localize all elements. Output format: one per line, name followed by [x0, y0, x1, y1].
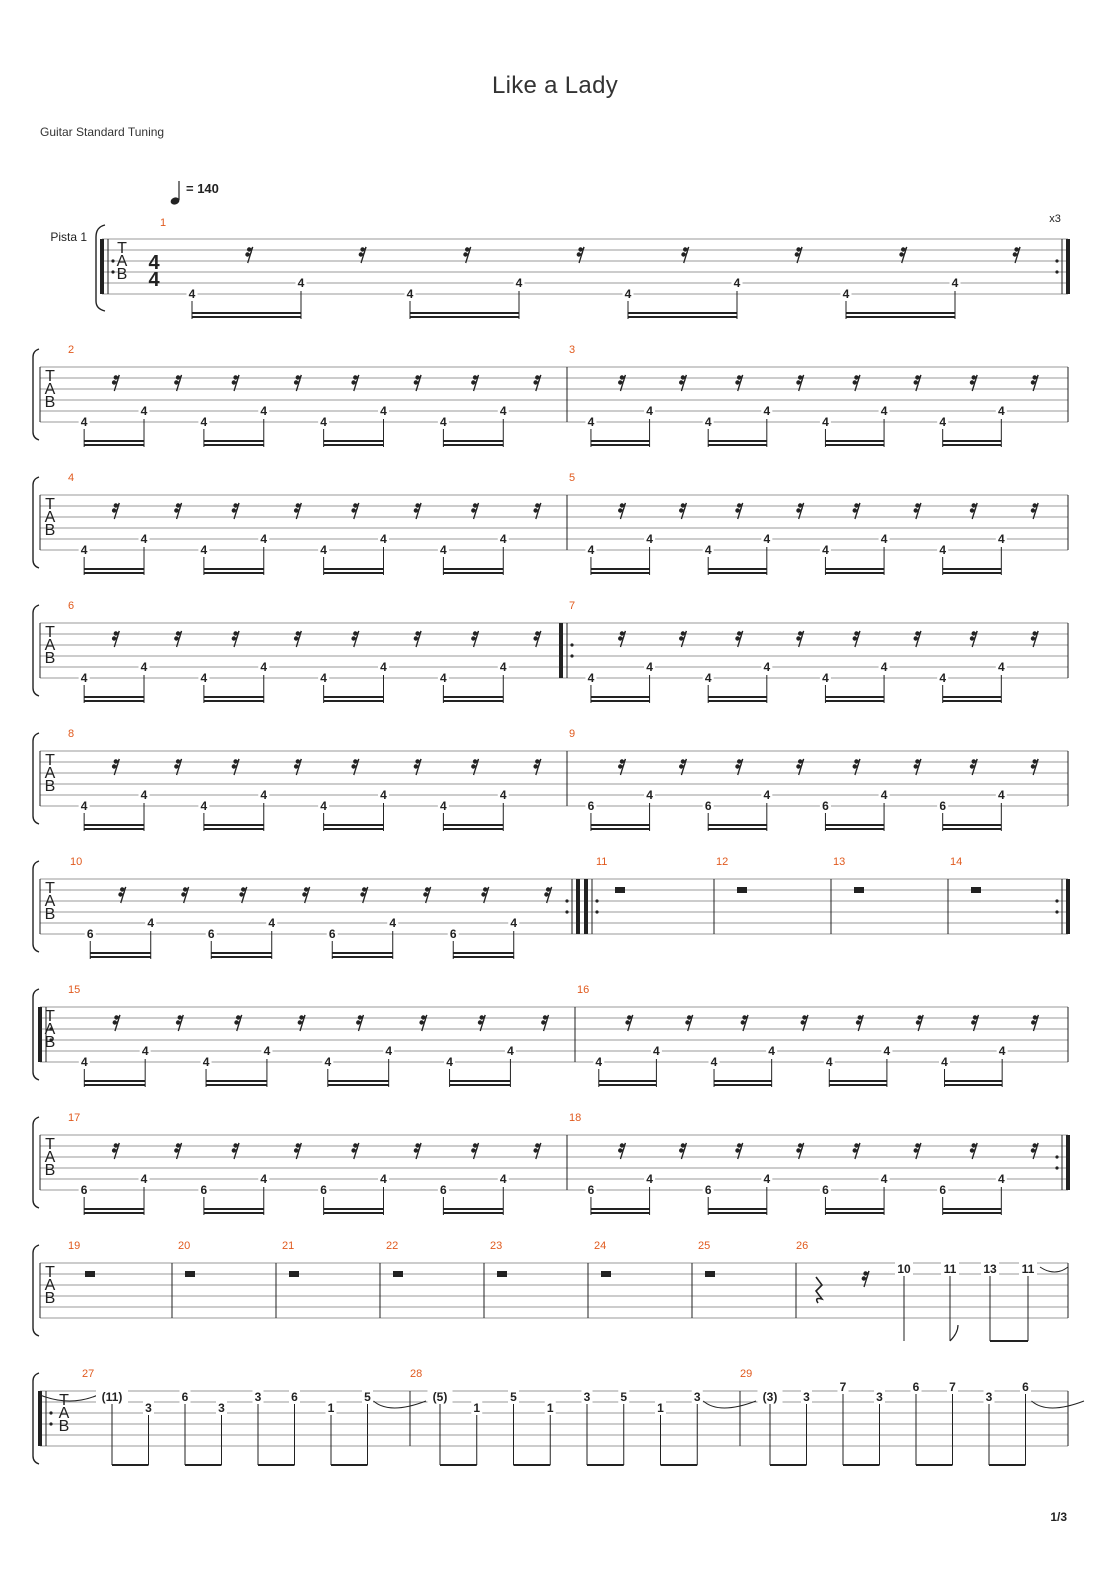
fret-number: 5: [620, 1390, 628, 1404]
fret-number: 4: [260, 1172, 268, 1186]
fret-number: 7: [839, 1380, 847, 1394]
measure-number: 21: [282, 1240, 295, 1252]
fret-number: 6: [449, 927, 457, 941]
measure-number: 2: [68, 344, 75, 356]
fret-number: 4: [80, 671, 88, 685]
fret-number: 6: [587, 799, 595, 813]
measure-number: 27: [82, 1368, 95, 1380]
repeat-dot: [1055, 910, 1058, 913]
fret-number: 10: [897, 1262, 911, 1276]
tab-clef-icon: A: [44, 893, 56, 910]
half-rest-icon: [615, 887, 625, 893]
tab-clef-icon: B: [44, 1290, 56, 1307]
tab-clef-icon: A: [58, 1405, 70, 1422]
system-bracket: [33, 861, 39, 952]
fret-number: 1: [327, 1401, 335, 1415]
fret-number: 6: [440, 1183, 447, 1197]
fret-number: 4: [385, 1044, 393, 1058]
fret-number: 4: [80, 799, 88, 813]
fret-number: 6: [912, 1380, 920, 1394]
fret-number: 4: [440, 415, 447, 429]
measure-number: 13: [833, 856, 846, 868]
fret-number: 6: [704, 799, 712, 813]
fret-number: 1: [473, 1401, 481, 1415]
fret-number: 4: [499, 404, 507, 418]
fret-number: 4: [646, 532, 653, 546]
fret-number: 4: [510, 916, 518, 930]
tab-clef-icon: B: [58, 1418, 70, 1435]
system-bracket: [33, 733, 39, 824]
measure-number: 7: [569, 600, 576, 612]
tuning-label: Guitar Standard Tuning: [40, 125, 165, 139]
fret-number: 4: [939, 543, 947, 557]
tempo-marking: = 140: [186, 181, 219, 196]
measure-number: 17: [68, 1112, 81, 1124]
tab-clef-icon: B: [44, 1162, 56, 1179]
measure-number: 12: [716, 856, 729, 868]
fret-number: 6: [939, 799, 947, 813]
tab-clef-icon: T: [117, 240, 127, 257]
fret-number: 4: [822, 415, 829, 429]
fret-number: 4: [80, 1055, 88, 1069]
fret-number: 4: [200, 415, 208, 429]
fret-number: 4: [380, 660, 387, 674]
system-bracket: [33, 349, 39, 440]
repeat-dot: [565, 899, 568, 902]
fret-number: (3): [762, 1390, 778, 1404]
fret-number: 4: [653, 1044, 660, 1058]
repeat-dot: [1055, 270, 1058, 273]
measure-number: 6: [68, 600, 75, 612]
fret-number: 4: [380, 1172, 387, 1186]
measure-number: 1: [160, 217, 167, 229]
measure-number: 4: [68, 472, 75, 484]
fret-number: 4: [880, 1172, 888, 1186]
fret-number: 4: [499, 660, 507, 674]
fret-number: 4: [440, 799, 447, 813]
fret-number: 5: [364, 1390, 371, 1404]
tab-clef-icon: T: [45, 496, 55, 513]
fret-number: 4: [951, 276, 959, 290]
fret-number: 4: [440, 543, 447, 557]
time-signature-top: 4: [148, 252, 160, 274]
fret-number: 4: [997, 788, 1005, 802]
fret-number: 4: [389, 916, 397, 930]
tab-clef-icon: B: [44, 906, 56, 923]
fret-number: 13: [983, 1262, 997, 1276]
fret-number: 6: [822, 1183, 829, 1197]
tab-clef-icon: T: [45, 880, 55, 897]
repeat-dot: [595, 899, 598, 902]
fret-number: 4: [263, 1044, 271, 1058]
system-bracket: [33, 605, 39, 696]
fret-number: 11: [1021, 1262, 1035, 1276]
tab-clef-icon: B: [44, 650, 56, 667]
fret-number: (11): [101, 1390, 123, 1404]
page-number: 1/3: [1050, 1510, 1067, 1524]
fret-number: 6: [1022, 1380, 1029, 1394]
half-rest-icon: [289, 1271, 299, 1277]
measure-number: 22: [386, 1240, 399, 1252]
fret-number: 4: [763, 660, 771, 674]
repeat-dot: [1055, 1155, 1058, 1158]
fret-number: 6: [207, 927, 215, 941]
fret-number: 4: [200, 671, 208, 685]
fret-number: 5: [510, 1390, 517, 1404]
half-rest-icon: [185, 1271, 195, 1277]
fret-number: 4: [646, 788, 653, 802]
fret-number: 4: [842, 287, 850, 301]
repeat-dot: [111, 259, 114, 262]
measure-number: 9: [569, 728, 576, 740]
fret-number: 6: [86, 927, 94, 941]
fret-number: 4: [320, 543, 327, 557]
tab-clef-icon: A: [44, 509, 56, 526]
fret-number: 4: [260, 660, 268, 674]
repeat-count: x3: [1049, 213, 1061, 225]
fret-number: 4: [140, 788, 148, 802]
fret-number: 3: [985, 1390, 993, 1404]
fret-number: 3: [803, 1390, 810, 1404]
fret-number: 4: [268, 916, 276, 930]
repeat-dot: [1055, 259, 1058, 262]
fret-number: 4: [320, 671, 327, 685]
system-bracket: [33, 477, 39, 568]
fret-number: 4: [140, 404, 148, 418]
fret-number: 4: [380, 788, 387, 802]
note-flag: [950, 1325, 958, 1341]
fret-number: 4: [587, 671, 595, 685]
tab-clef-icon: B: [44, 522, 56, 539]
tab-clef-icon: A: [44, 1149, 56, 1166]
repeat-dot: [565, 910, 568, 913]
tie-arc: [1040, 1267, 1068, 1272]
half-rest-icon: [601, 1271, 611, 1277]
fret-number: 1: [657, 1401, 664, 1415]
tab-clef-icon: T: [45, 752, 55, 769]
fret-number: 1: [546, 1401, 554, 1415]
fret-number: 4: [763, 1172, 771, 1186]
time-signature-bottom: 4: [148, 269, 160, 291]
measure-number: 8: [68, 728, 75, 740]
half-rest-icon: [737, 887, 747, 893]
half-rest-icon: [85, 1271, 95, 1277]
fret-number: (5): [432, 1390, 448, 1404]
tab-clef-icon: T: [45, 1008, 55, 1025]
quarter-rest-icon: [816, 1277, 822, 1303]
fret-number: 4: [324, 1055, 332, 1069]
tab-clef-icon: A: [44, 1021, 56, 1038]
fret-number: 3: [218, 1401, 225, 1415]
fret-number: 6: [291, 1390, 298, 1404]
fret-number: 6: [587, 1183, 595, 1197]
fret-number: 4: [704, 415, 712, 429]
fret-number: 4: [646, 1172, 653, 1186]
fret-number: 4: [825, 1055, 833, 1069]
repeat-dot: [570, 643, 573, 646]
measure-number: 26: [796, 1240, 809, 1252]
tab-clef-icon: T: [59, 1392, 69, 1409]
repeat-dot: [595, 910, 598, 913]
measure-number: 25: [698, 1240, 711, 1252]
fret-number: 4: [733, 276, 741, 290]
measure-number: 15: [68, 984, 81, 996]
measure-number: 23: [490, 1240, 503, 1252]
fret-number: 4: [997, 1172, 1005, 1186]
fret-number: 4: [822, 543, 829, 557]
fret-number: 4: [140, 532, 148, 546]
fret-number: 4: [883, 1044, 891, 1058]
measure-number: 3: [569, 344, 576, 356]
fret-number: 4: [704, 671, 712, 685]
measure-number: 5: [569, 472, 576, 484]
fret-number: 6: [181, 1390, 189, 1404]
fret-number: 4: [260, 404, 268, 418]
fret-number: 4: [297, 276, 305, 290]
fret-number: 4: [380, 532, 387, 546]
half-rest-icon: [393, 1271, 403, 1277]
half-rest-icon: [497, 1271, 507, 1277]
fret-number: 4: [507, 1044, 514, 1058]
fret-number: 4: [939, 415, 947, 429]
fret-number: 4: [80, 415, 88, 429]
fret-number: 6: [328, 927, 336, 941]
fret-number: 4: [997, 404, 1005, 418]
measure-number: 10: [70, 856, 83, 868]
repeat-dot: [49, 1411, 52, 1414]
fret-number: 4: [763, 788, 771, 802]
fret-number: 4: [80, 543, 88, 557]
fret-number: 4: [515, 276, 523, 290]
half-rest-icon: [854, 887, 864, 893]
repeat-dot: [1055, 1166, 1058, 1169]
fret-number: 4: [188, 287, 196, 301]
tab-clef-icon: B: [116, 266, 128, 283]
fret-number: 3: [693, 1390, 701, 1404]
fret-number: 3: [145, 1401, 152, 1415]
fret-number: 4: [260, 788, 268, 802]
tab-clef-icon: A: [44, 381, 56, 398]
repeat-dot: [1055, 899, 1058, 902]
tab-clef-icon: B: [44, 778, 56, 795]
fret-number: 4: [320, 799, 327, 813]
measure-number: 24: [594, 1240, 607, 1252]
fret-number: 4: [880, 404, 888, 418]
measure-number: 29: [740, 1368, 753, 1380]
repeat-dot: [570, 654, 573, 657]
fret-number: 4: [141, 1044, 149, 1058]
tab-clef-icon: T: [45, 624, 55, 641]
fret-number: 4: [646, 404, 653, 418]
fret-number: 4: [202, 1055, 210, 1069]
fret-number: 4: [998, 1044, 1006, 1058]
fret-number: 4: [880, 660, 888, 674]
fret-number: 4: [380, 404, 387, 418]
fret-number: 4: [499, 1172, 507, 1186]
fret-number: 4: [147, 916, 155, 930]
tab-clef-icon: A: [44, 765, 56, 782]
fret-number: 4: [140, 1172, 148, 1186]
track-name: Pista 1: [50, 230, 87, 244]
fret-number: 4: [763, 532, 771, 546]
fret-number: 4: [704, 543, 712, 557]
fret-number: 6: [320, 1183, 327, 1197]
fret-number: 4: [200, 543, 208, 557]
measure-number: 14: [950, 856, 963, 868]
fret-number: 4: [587, 415, 595, 429]
fret-number: 7: [949, 1380, 956, 1394]
fret-number: 4: [446, 1055, 453, 1069]
fret-number: 6: [200, 1183, 208, 1197]
tie-arc: [40, 1395, 98, 1401]
song-title: Like a Lady: [491, 72, 619, 99]
fret-number: 4: [140, 660, 148, 674]
measure-number: 18: [569, 1112, 582, 1124]
fret-number: 4: [763, 404, 771, 418]
fret-number: 11: [943, 1262, 957, 1276]
tab-clef-icon: B: [44, 1034, 56, 1051]
measure-number: 16: [577, 984, 590, 996]
fret-number: 4: [939, 671, 947, 685]
tab-clef-icon: B: [44, 394, 56, 411]
fret-number: 4: [587, 543, 595, 557]
tab-clef-icon: A: [116, 253, 128, 270]
repeat-dot: [49, 1422, 52, 1425]
fret-number: 4: [260, 532, 268, 546]
measure-number: 28: [410, 1368, 423, 1380]
tab-clef-icon: A: [44, 1277, 56, 1294]
fret-number: 4: [499, 788, 507, 802]
fret-number: 4: [646, 660, 653, 674]
fret-number: 6: [704, 1183, 712, 1197]
fret-number: 3: [254, 1390, 262, 1404]
fret-number: 4: [880, 532, 888, 546]
system-bracket: [33, 1117, 39, 1208]
measure-number: 19: [68, 1240, 81, 1252]
fret-number: 4: [997, 532, 1005, 546]
tab-clef-icon: A: [44, 637, 56, 654]
fret-number: 4: [880, 788, 888, 802]
repeat-dot: [111, 270, 114, 273]
tab-clef-icon: T: [45, 368, 55, 385]
fret-number: 6: [939, 1183, 947, 1197]
fret-number: 4: [710, 1055, 718, 1069]
fret-number: 4: [941, 1055, 948, 1069]
fret-number: 3: [583, 1390, 591, 1404]
measure-number: 11: [596, 856, 608, 868]
fret-number: 4: [822, 671, 829, 685]
fret-number: 4: [595, 1055, 603, 1069]
fret-number: 3: [876, 1390, 883, 1404]
half-rest-icon: [705, 1271, 715, 1277]
tab-clef-icon: T: [45, 1264, 55, 1281]
fret-number: 4: [320, 415, 327, 429]
measure-number: 20: [178, 1240, 191, 1252]
fret-number: 6: [80, 1183, 88, 1197]
tab-clef-icon: T: [45, 1136, 55, 1153]
system-bracket: [33, 1245, 39, 1336]
fret-number: 4: [624, 287, 632, 301]
fret-number: 4: [200, 799, 208, 813]
half-rest-icon: [971, 887, 981, 893]
fret-number: 6: [822, 799, 829, 813]
fret-number: 4: [997, 660, 1005, 674]
fret-number: 4: [499, 532, 507, 546]
fret-number: 4: [768, 1044, 775, 1058]
fret-number: 4: [440, 671, 447, 685]
fret-number: 4: [406, 287, 414, 301]
